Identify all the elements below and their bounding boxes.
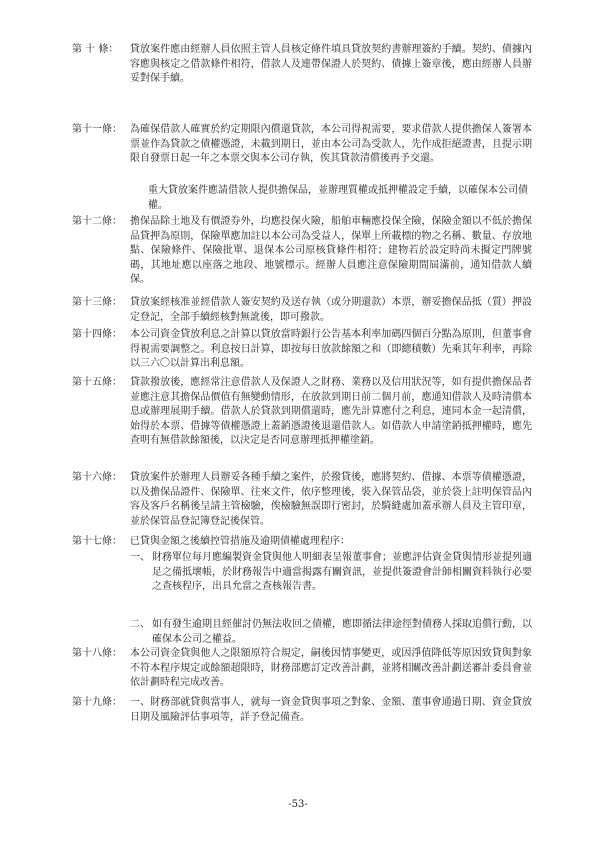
article-label: 第十一條：: [72, 124, 122, 135]
article-19: [72, 696, 532, 725]
article-17: [72, 535, 532, 550]
article-15: [72, 376, 532, 449]
article-12: [72, 215, 532, 288]
article-10: [72, 43, 532, 87]
article-text: 已貸與金額之後續控管措施及逾期債權處理程序：: [130, 536, 350, 547]
article-17-item-2: [130, 618, 532, 647]
article-text: 一、財務部就貸與當事人，就每一資金貸與事項之對象、金額、董事會通過日期、資金貸放日期及風險評估事項等，詳予登記備查。: [130, 697, 532, 723]
article-label: 第 十 條：: [72, 44, 119, 55]
item-number: 一、: [130, 552, 150, 563]
article-label: 第十四條：: [72, 329, 122, 340]
item-number: 二、: [130, 619, 150, 630]
article-text: 本公司資金貸放利息之計算以貸放當時銀行公告基本利率加碼四個百分點為原則，但董事會得視需要調整之。利息按日計算，即按每日放款餘額之和（即總積數）先乘其年利率，再除以三六〇以計算出利息額。: [130, 329, 532, 370]
article-14: [72, 328, 532, 372]
article-text: 貸放案件於辦理人員辦妥各種手續之案件，於撥貸後，應將契約、借據、本票等債權憑證，以及擔保品證件、保險單、往來文件，依序整理後，裝入保管品袋，並於袋上註明保管品內容及客戶名稱後呈請主管檢驗，俟檢驗無誤即行密封，於騎縫處加蓋承辦人員及主管印章，並於保管品登記簿登記後保管。: [130, 472, 532, 527]
item-text: 如有發生逾期且經催討仍無法收回之債權，應即循法律途徑對債務人採取追償行動，以確保本公司之權益。: [152, 619, 532, 645]
article-text: 本公司資金貸與他人之限額原符合規定，嗣後因情事變更，或因淨值降低等原因致貸與對象不符本程序規定或餘額超限時，財務部應訂定改善計劃，並將相關改善計劃送審計委員會並依計劃時程完成改善。: [130, 648, 532, 689]
article-label: 第十八條：: [72, 648, 122, 659]
article-label: 第十五條：: [72, 377, 122, 388]
article-text: 為確保借款人確實於約定期限內償還貸款，本公司得視需要，要求借款人提供擔保人簽署本票並作為貸款之債權憑證，未載到期日，並由本公司為受款人，先作成拒絕證書，且提示期限自發票日起一年之本票交與本公司存執，俟其貸款清償後再予交還。: [130, 124, 532, 165]
article-text: 貸放案經核准並經借款人簽安契約及送存執（或分期還款）本票，辦妥擔保品抵（質）押設定登記，全部手續經核對無訛後，即可撥款。: [130, 297, 532, 323]
article-13: [72, 296, 532, 325]
item-text: 財務單位每月應編製資金貸與他人明細表呈報董事會；並應評估資金貸與情形並提列適足之備抵壞帳，於財務報告中適當揭露有關資訊，並提供簽證會計師相關資料執行必要之查核程序，出具允當之查核報告書。: [152, 552, 532, 593]
article-18: [72, 647, 532, 691]
article-text: 貸放案件應由經辦人員依照主管人員核定條件填具貸放契約書辦理簽約手續。契約、債據內容應與核定之借款條件相符，借款人及連帶保證人於契約、債據上簽章後，應由經辦人員辦妥對保手續。: [130, 44, 532, 85]
article-text: 貸款撥放後，應經常注意借款人及保證人之財務、業務以及信用狀況等，如有提供擔保品者並應注意其擔保品價值有無變動情形，在放款到期日前二個月前，應通知借款人及時清償本息或辦理展期手續。借款人於貸款到期償還時，應先計算應付之利息，連同本金一起清償，始得於本票、借據等債權憑證上蓋銷憑證後退還借款人。如借款人申請塗銷抵押權時，應先查明有無借款餘額後，以決定是否同意辦理抵押權塗銷。: [130, 377, 532, 447]
article-label: 第十六條：: [72, 472, 122, 483]
page-number: -53-: [288, 799, 308, 810]
article-label: 第十二條：: [72, 216, 122, 227]
article-17-item-1: [130, 551, 532, 595]
article-label: 第十九條：: [72, 697, 122, 708]
article-11: [72, 123, 532, 167]
article-label: 第十三條：: [72, 297, 122, 308]
article-16: [72, 471, 532, 529]
article-label: 第十七條：: [72, 536, 122, 547]
article-text: 擔保品除土地及有價證券外，均應投保火險，船舶車輛應投保全險，保險金額以不低於擔保品貸押為原則，保險單應加註以本公司為受益人，保單上所載標的物之名稱、數量、存放地點、保險條件、保險批單、退保本公司原核貸條件相符；建物若於設定時尚未擬定門牌號碼，其地址應以座落之地段、地號標示。經辦人員應注意保險期間屆滿前，通知借款人續保。: [130, 216, 532, 286]
article-11-continuation: 重大貸放案件應請借款人提供擔保品，並辦理質權或抵押權設定手續，以確保本公司債權。: [148, 185, 528, 211]
